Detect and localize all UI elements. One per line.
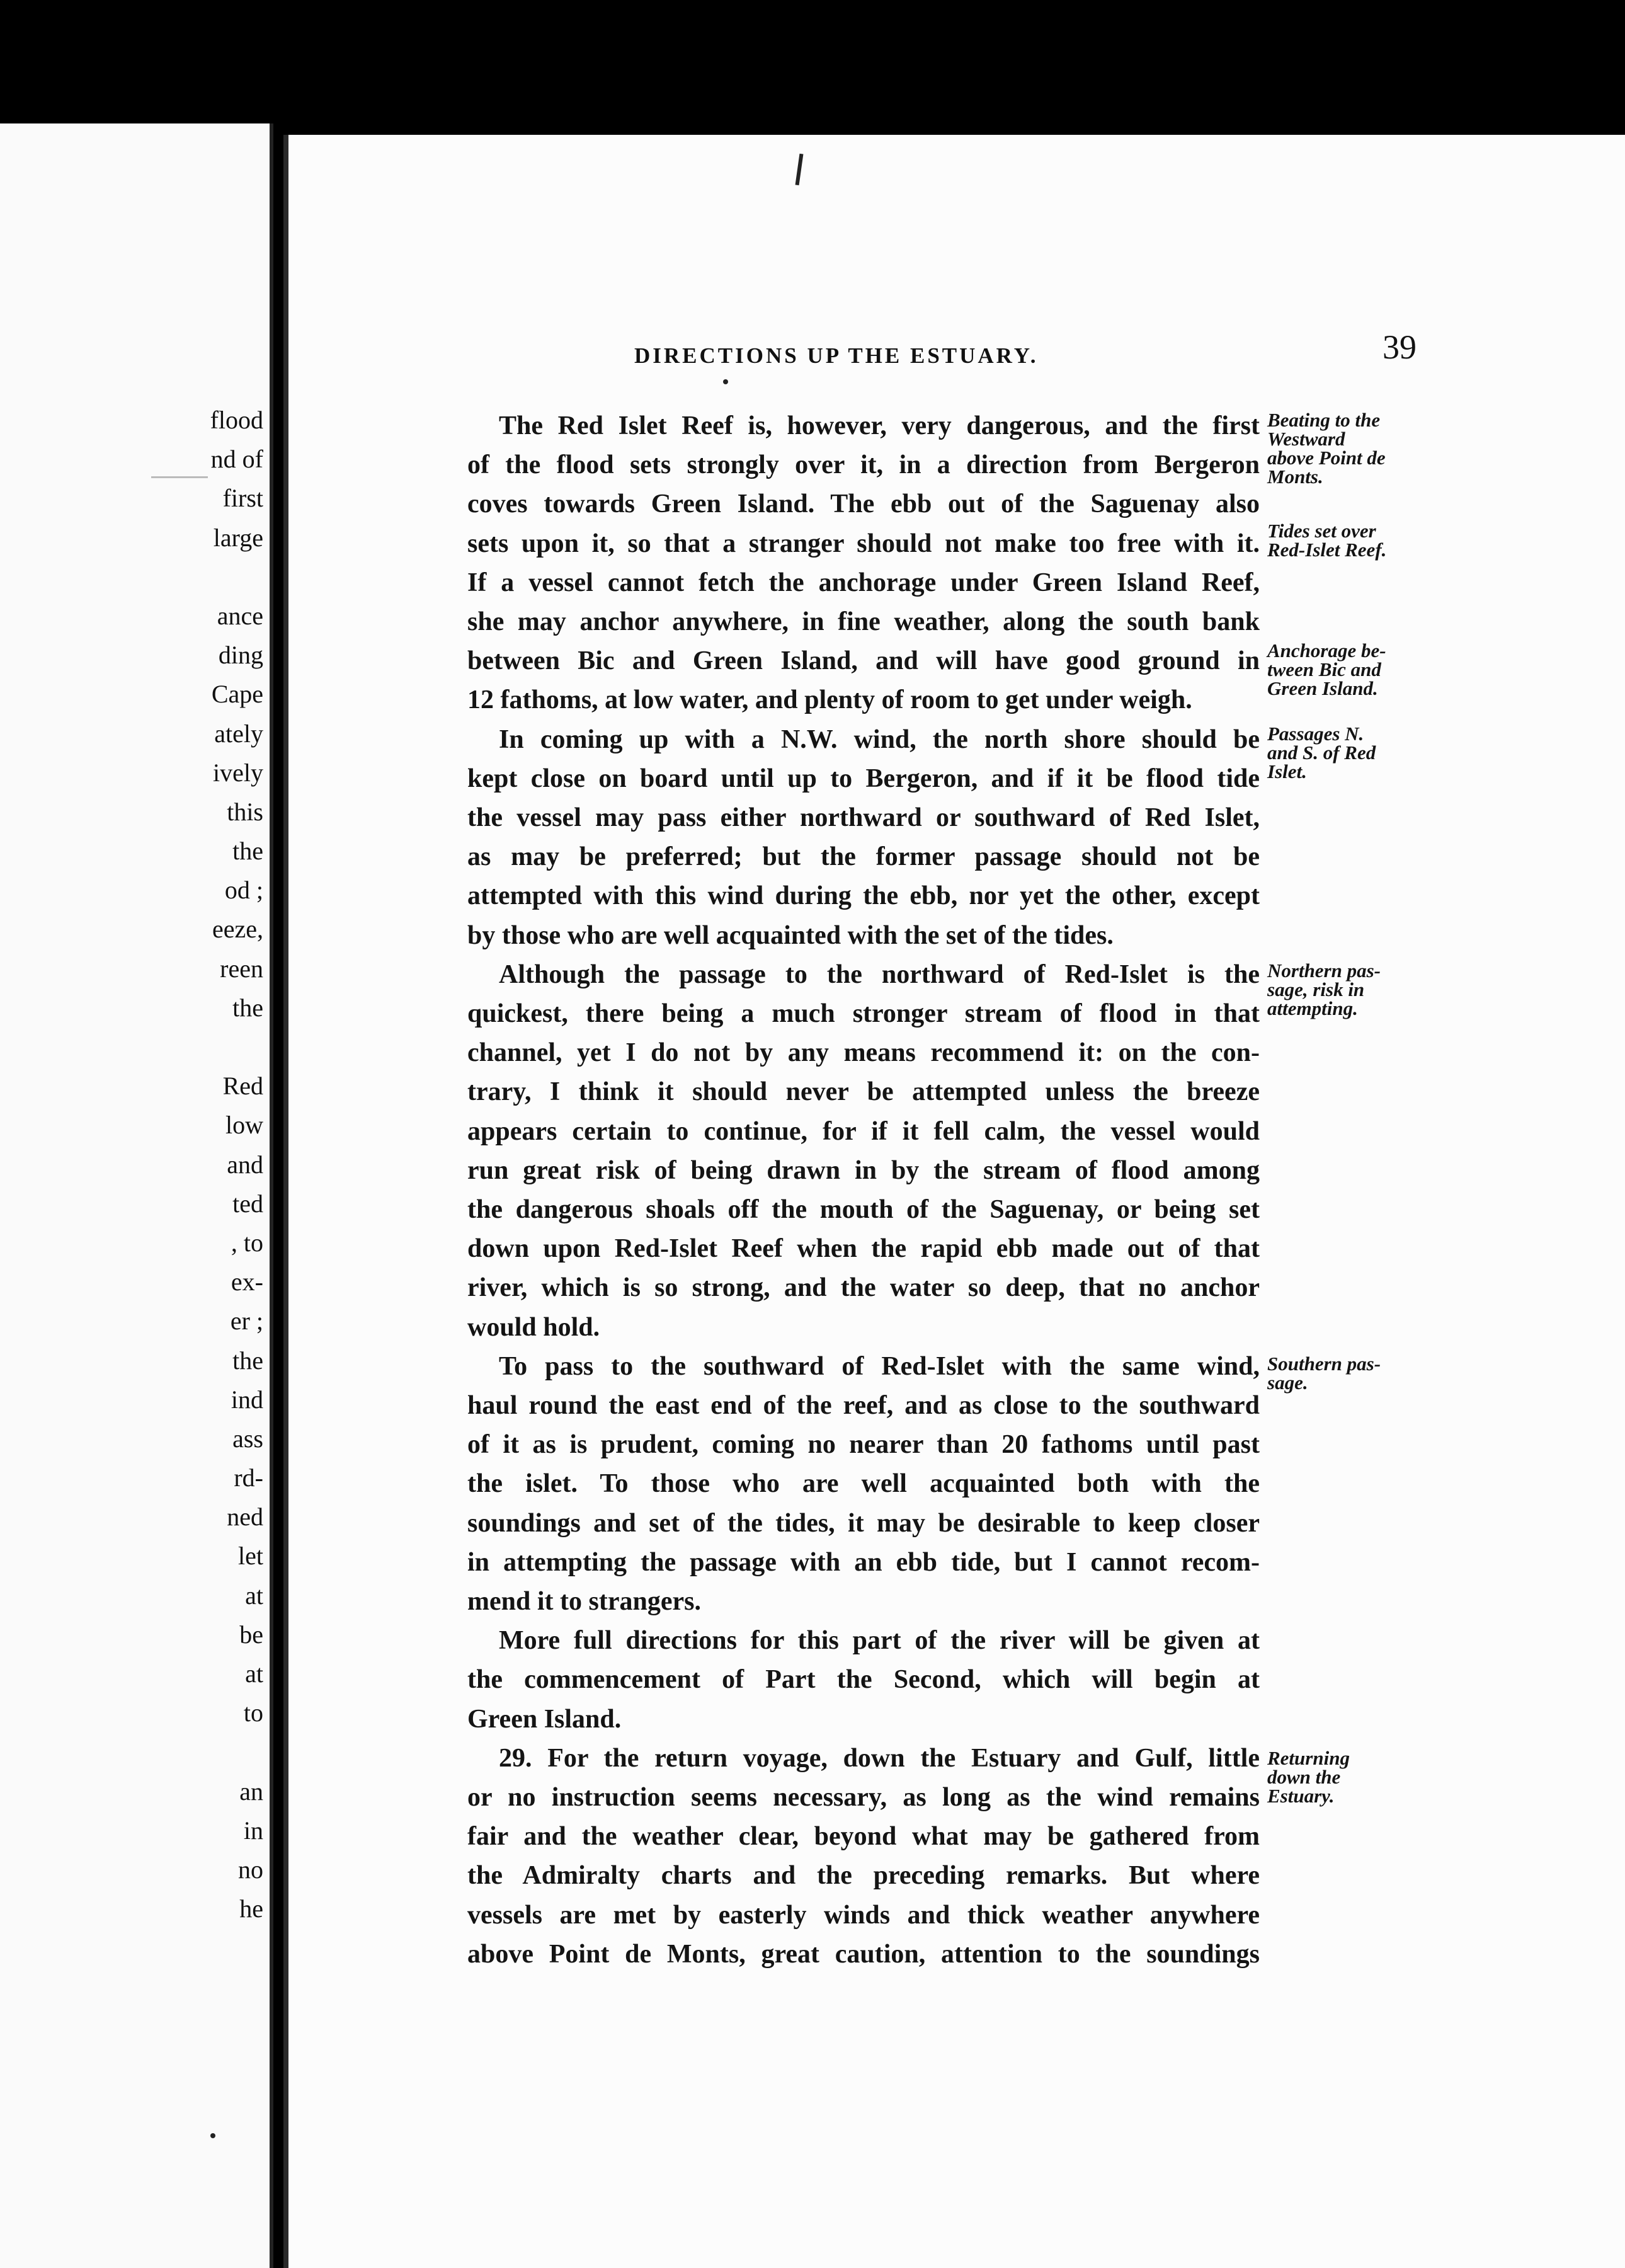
running-head: DIRECTIONS UP THE ESTUARY. bbox=[634, 343, 1039, 368]
facing-page-fragment: first bbox=[222, 484, 263, 513]
page-number: 39 bbox=[1383, 328, 1417, 366]
facing-page-fragment: Cape bbox=[211, 680, 263, 709]
facing-page-fragment bbox=[210, 1732, 263, 1772]
text-line: kept close on board until up to Bergeron, and if it be flood tide bbox=[467, 764, 1260, 793]
margin-note: Southern pas- sage. bbox=[1267, 1353, 1381, 1394]
text-line: the islet. To those who are well acquainted both with the bbox=[467, 1469, 1260, 1499]
facing-page-dot bbox=[210, 2133, 215, 2138]
text-line: Although the passage to the northward of Red-Islet is the bbox=[499, 959, 1260, 989]
text-line: between Bic and Green Island, and will have good ground in bbox=[467, 646, 1260, 676]
text-line: as may be preferred; but the former passage should not be bbox=[467, 842, 1260, 872]
text-line: Green Island. bbox=[467, 1704, 622, 1734]
text-line: she may anchor anywhere, in fine weather, along the south bank bbox=[467, 607, 1260, 636]
facing-page-fragment: he bbox=[239, 1894, 263, 1923]
facing-page-fragment: er ; bbox=[230, 1307, 263, 1336]
text-line: would hold. bbox=[467, 1312, 600, 1342]
text-line: 12 fathoms, at low water, and plenty of room to get under weigh. bbox=[467, 685, 1192, 715]
text-line: attempted with this wind during the ebb, nor yet the other, except bbox=[467, 881, 1260, 911]
facing-page-text bbox=[210, 401, 263, 1928]
text-line: soundings and set of the tides, it may be desirable to keep closer bbox=[467, 1508, 1260, 1538]
facing-page-smudge bbox=[151, 476, 208, 478]
text-line: above Point de Monts, great caution, attention to the soundings bbox=[467, 1939, 1260, 1969]
facing-page-fragment: ding bbox=[218, 641, 263, 670]
text-line: the vessel may pass either northward or southward of Red Islet, bbox=[467, 803, 1260, 832]
facing-page-fragment: large bbox=[213, 523, 263, 552]
facing-page-fragment: ately bbox=[214, 719, 263, 748]
facing-page-fragment: at bbox=[245, 1581, 263, 1610]
margin-note: Beating to the Westward above Point de Monts. bbox=[1267, 409, 1386, 488]
text-line: in attempting the passage with an ebb tide, but I cannot recom- bbox=[467, 1547, 1260, 1577]
text-line: coves towards Green Island. The ebb out of the Saguenay also bbox=[467, 490, 1260, 519]
text-line: of the flood sets strongly over it, in a direction from Bergeron bbox=[467, 450, 1260, 480]
text-line: appears certain to continue, for if it fell calm, the vessel would bbox=[467, 1116, 1260, 1146]
facing-page-fragment: Red bbox=[222, 1072, 263, 1101]
text-line: of it as is prudent, coming no nearer than 20 fathoms until past bbox=[467, 1430, 1260, 1460]
facing-page-fragment: be bbox=[239, 1620, 263, 1649]
facing-page-fragment: ance bbox=[217, 601, 263, 630]
text-line: by those who are well acquainted with the set of the tides. bbox=[467, 920, 1114, 950]
facing-page-fragment: ass bbox=[232, 1424, 263, 1453]
text-line: quickest, there being a much stronger stream of flood in that bbox=[467, 999, 1260, 1028]
facing-page-fragment: the bbox=[232, 993, 263, 1022]
margin-note: Returning down the Estuary. bbox=[1267, 1747, 1350, 1807]
facing-page-fragment bbox=[210, 558, 263, 597]
facing-page-fragment: reen bbox=[220, 954, 263, 983]
facing-page-fragment: ively bbox=[213, 758, 263, 787]
facing-page-fragment: eeze, bbox=[212, 915, 263, 944]
facing-page-fragment: od ; bbox=[224, 876, 263, 905]
facing-page-fragment: to bbox=[243, 1698, 263, 1727]
facing-page-fragment: low bbox=[225, 1111, 263, 1140]
facing-page-fragment: ted bbox=[232, 1189, 263, 1218]
text-line: vessels are met by easterly winds and thick weather anywhere bbox=[467, 1900, 1260, 1930]
facing-page-fragment: flood bbox=[210, 406, 263, 434]
facing-page bbox=[0, 123, 273, 2268]
text-line: channel, yet I do not by any means recommend it: on the con- bbox=[467, 1038, 1260, 1068]
facing-page-fragment: ex- bbox=[231, 1268, 263, 1297]
facing-page-fragment: at bbox=[245, 1659, 263, 1688]
margin-note: Tides set over Red-Islet Reef. bbox=[1267, 520, 1387, 561]
text-line: run great risk of being drawn in by the stream of flood among bbox=[467, 1155, 1260, 1185]
facing-page-fragment: , to bbox=[231, 1228, 263, 1257]
facing-page-fragment: in bbox=[243, 1816, 263, 1845]
page-dot-mark bbox=[723, 379, 728, 384]
margin-note: Anchorage be- tween Bic and Green Island. bbox=[1267, 639, 1386, 699]
margin-note: Northern pas- sage, risk in attempting. bbox=[1267, 959, 1381, 1019]
facing-page-fragment: let bbox=[238, 1542, 263, 1571]
text-line: More full directions for this part of the river will be given at bbox=[499, 1626, 1260, 1656]
text-line: trary, I think it should never be attempted unless the breeze bbox=[467, 1077, 1260, 1107]
facing-page-fragment bbox=[210, 1028, 263, 1067]
facing-page-fragment: rd- bbox=[234, 1463, 263, 1492]
text-line: If a vessel cannot fetch the anchorage under Green Island Reef, bbox=[467, 568, 1260, 597]
text-line: the dangerous shoals off the mouth of the Saguenay, or being set bbox=[467, 1195, 1260, 1224]
text-line: river, which is so strong, and the water so deep, that no anchor bbox=[467, 1273, 1260, 1303]
text-line: or no instruction seems necessary, as long as the wind remains bbox=[467, 1783, 1260, 1812]
facing-page-fragment: ned bbox=[227, 1503, 263, 1532]
facing-page-fragment: the bbox=[232, 1346, 263, 1375]
facing-page-fragment: this bbox=[227, 797, 263, 826]
facing-page-fragment: ind bbox=[231, 1385, 263, 1414]
facing-page-fragment: an bbox=[239, 1777, 263, 1806]
text-line: fair and the weather clear, beyond what may be gathered from bbox=[467, 1822, 1260, 1852]
text-line: mend it to strangers. bbox=[467, 1587, 701, 1616]
text-line: haul round the east end of the reef, and as close to the southward bbox=[467, 1391, 1260, 1420]
margin-note: Passages N. and S. of Red Islet. bbox=[1267, 723, 1376, 782]
facing-page-fragment: nd of bbox=[210, 445, 263, 474]
text-line: the commencement of Part the Second, which will begin at bbox=[467, 1665, 1260, 1695]
facing-page-fragment: the bbox=[232, 837, 263, 866]
text-line: down upon Red-Islet Reef when the rapid ebb made out of that bbox=[467, 1234, 1260, 1264]
text-line: sets upon it, so that a stranger should not make too free with it. bbox=[467, 529, 1260, 558]
page-tick-mark bbox=[795, 154, 804, 185]
text-line: 29. For the return voyage, down the Estuary and Gulf, little bbox=[499, 1743, 1260, 1773]
text-line: the Admiralty charts and the preceding remarks. But where bbox=[467, 1861, 1260, 1891]
facing-page-fragment: no bbox=[238, 1855, 263, 1884]
facing-page-fragment: and bbox=[227, 1150, 263, 1179]
text-line: In coming up with a N.W. wind, the north shore should be bbox=[499, 724, 1260, 754]
text-line: The Red Islet Reef is, however, very dangerous, and the first bbox=[499, 411, 1260, 440]
text-line: To pass to the southward of Red-Islet with the same wind, bbox=[499, 1351, 1260, 1381]
